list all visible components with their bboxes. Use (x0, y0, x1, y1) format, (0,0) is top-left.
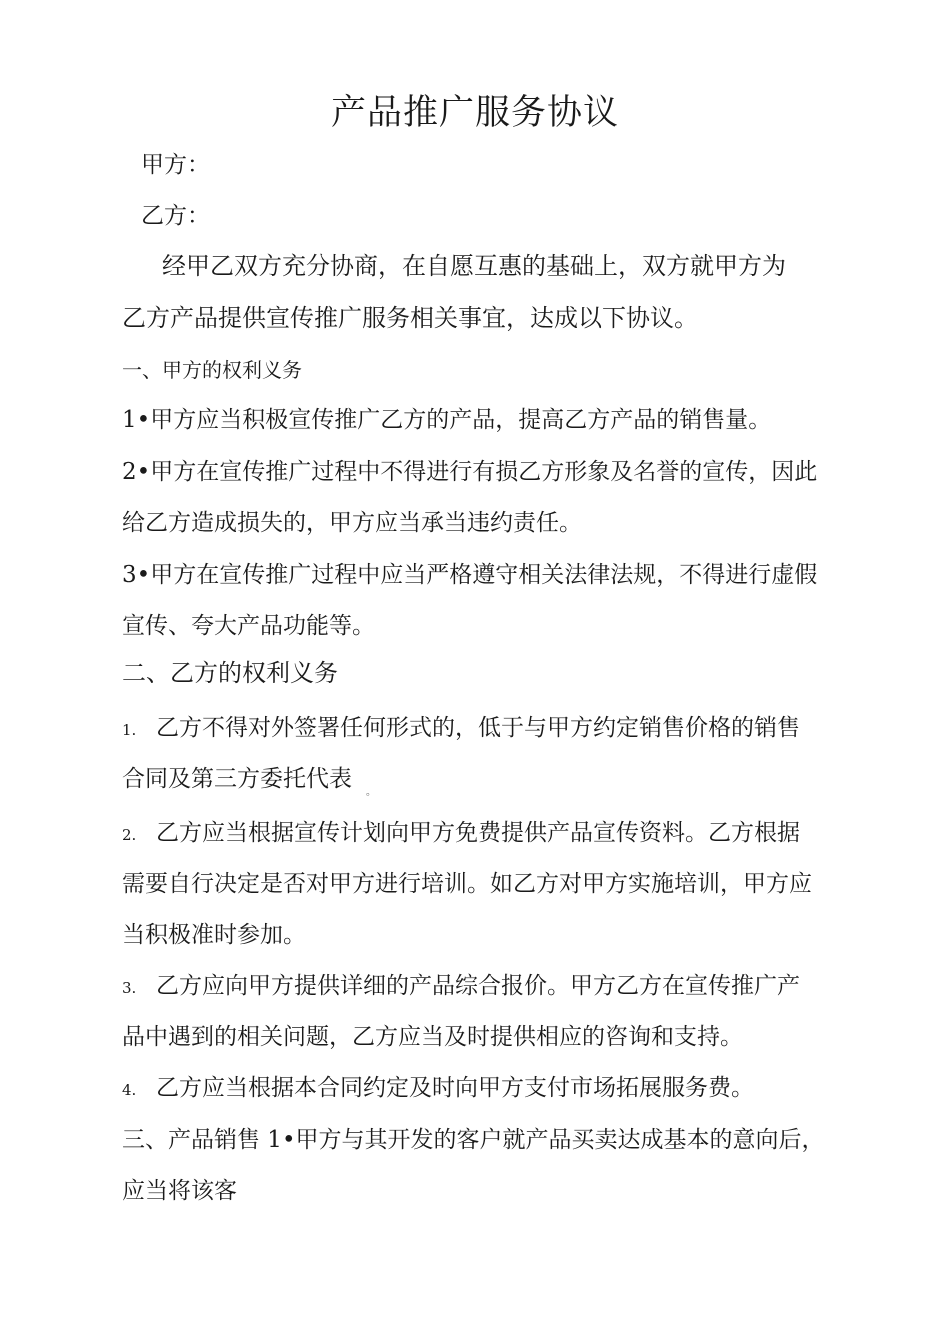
section1-heading: 一、甲方的权利义务 (122, 358, 302, 382)
item-number: 1. (122, 721, 137, 739)
section2-heading: 二、乙方的权利义务 (122, 659, 338, 687)
section2-item-2-cont-1 (122, 866, 812, 902)
section1-line-4: 3•甲方在宣传推广过程中应当严格遵守相关法律法规，不得进行虚假 (122, 562, 818, 588)
item-text: 品中遇到的相关问题，乙方应当及时提供相应的咨询和支持。 (122, 1024, 743, 1050)
item-text: 乙方应向甲方提供详细的产品综合报价。甲方乙方在宣传推广产 (156, 973, 800, 999)
section1-line-1: 1•甲方应当积极宣传推广乙方的产品，提高乙方产品的销售量。 (122, 407, 772, 433)
section3-line-1: 三、产品销售 1•甲方与其开发的客户就产品买卖达成基本的意向后， (122, 1127, 825, 1153)
section1-line-5: 宣传、夸大产品功能等。 (122, 613, 375, 639)
item-text: 需要自行决定是否对甲方进行培训。如乙方对甲方实施培训，甲方应 (122, 871, 812, 897)
party-b-label: 乙方： (141, 203, 210, 229)
section2-item-4 (122, 1070, 754, 1108)
item-number: 3. (122, 979, 137, 997)
party-a-label: 甲方： (141, 152, 210, 178)
item-text: 乙方不得对外签署任何形式的，低于与甲方约定销售价格的销售 (156, 715, 800, 741)
item-text: 乙方应当根据本合同约定及时向甲方支付市场拓展服务费。 (156, 1075, 754, 1101)
section2-item-1 (122, 710, 800, 748)
item-text: 乙方应当根据宣传计划向甲方免费提供产品宣传资料。乙方根据 (156, 820, 800, 846)
item-text: 合同及第三方委托代表 (122, 766, 352, 792)
intro-line-1: 经甲乙双方充分协商，在自愿互惠的基础上，双方就甲方为 (162, 252, 786, 280)
section2-item-3-cont (122, 1019, 743, 1055)
item-number: 4. (122, 1081, 137, 1099)
section2-item-2 (122, 815, 800, 853)
section2-item-3 (122, 968, 800, 1006)
item-text: 当积极准时参加。 (122, 922, 306, 948)
section1-line-3: 给乙方造成损失的，甲方应当承当违约责任。 (122, 510, 582, 536)
item-number: 2. (122, 826, 137, 844)
section1-line-2: 2•甲方在宣传推广过程中不得进行有损乙方形象及名誉的宣传，因此 (122, 459, 818, 485)
intro-line-2: 乙方产品提供宣传推广服务相关事宜，达成以下协议。 (122, 304, 698, 332)
section2-item-1-cont (122, 761, 352, 797)
section2-item-2-cont-2 (122, 917, 306, 953)
section3-line-2: 应当将该客 (122, 1178, 237, 1204)
document-title: 产品推广服务协议 (330, 93, 619, 133)
stray-mark: 。 (366, 787, 376, 798)
